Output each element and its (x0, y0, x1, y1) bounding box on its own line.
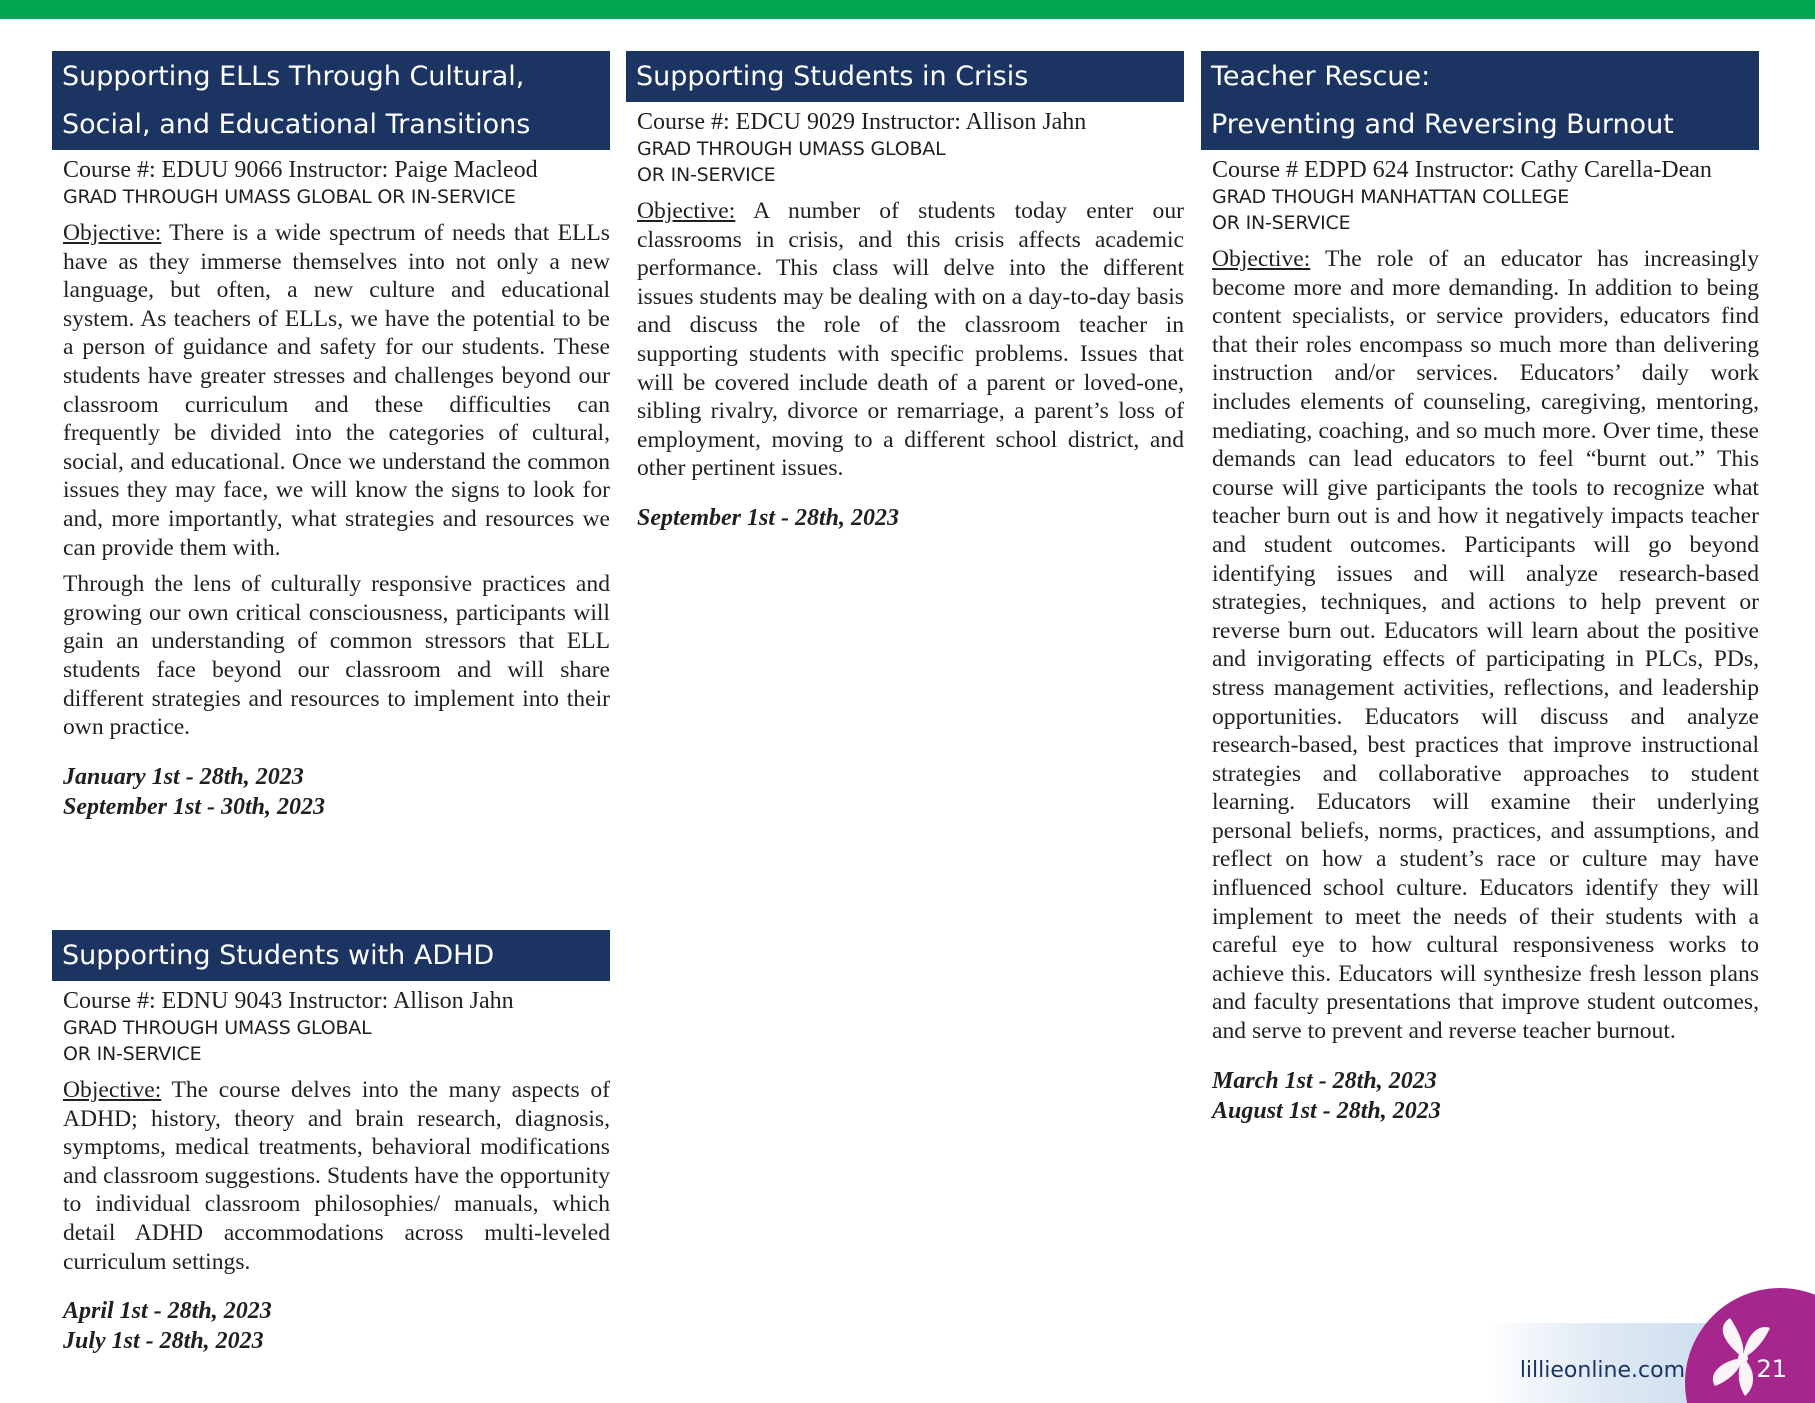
course-date: July 1st - 28th, 2023 (63, 1328, 264, 1355)
course-dates (52, 762, 610, 822)
credit-option: OR IN-SERVICE (63, 1043, 202, 1065)
course-number-instructor: Course #: EDNU 9043 Instructor: Allison Jahn (63, 988, 514, 1014)
course-burnout (1201, 51, 1759, 1126)
page-number: 21 (1756, 1355, 1787, 1383)
course-title (52, 930, 610, 981)
course-title-line: Teacher Rescue: (1211, 61, 1431, 92)
course-number-instructor: Course #: EDCU 9029 Instructor: Allison Jahn (637, 109, 1087, 135)
credit-option: GRAD THROUGH UMASS GLOBAL OR IN-SERVICE (63, 186, 516, 208)
credit-option: GRAD THROUGH UMASS GLOBAL (63, 1017, 372, 1039)
credit-option: GRAD THOUGH MANHATTAN COLLEGE (1212, 186, 1570, 208)
course-title (626, 51, 1184, 102)
objective-paragraph (1212, 245, 1759, 1046)
objective-label: Objective: (1212, 246, 1311, 272)
course-date: August 1st - 28th, 2023 (1212, 1097, 1441, 1124)
course-info (1201, 157, 1759, 236)
course-crisis (626, 51, 1184, 533)
objective-text: A number of students today enter our classrooms in crisis, and this crisis affects academic performance. This class will delve into the different issues students may be dealing with on a day-to-day basis and discuss the role of the classroom teacher in supporting students with specific problems. Issues that will be covered include death of a parent or loved-one, sibling rivalry, divorce or remarriage, a parent’s loss of employment, moving to a different school district, and other pertinent issues. (637, 198, 1184, 482)
course-info (626, 109, 1184, 188)
course-title (52, 51, 610, 150)
course-date: September 1st - 28th, 2023 (637, 504, 899, 531)
course-date: January 1st - 28th, 2023 (63, 763, 304, 790)
credit-option: OR IN-SERVICE (637, 164, 776, 186)
course-description (1201, 245, 1759, 1046)
objective-text: The course delves into the many aspects of ADHD; history, theory and brain research, diagnosis, symptoms, medical treatments, behavioral modifications and classroom suggestions. Students have the opportunity to individual classroom philosophies/ manuals, which detail ADHD accommodations across multi-leveled curriculum settings. (63, 1077, 610, 1275)
course-title (1201, 51, 1759, 150)
top-accent-bar (0, 0, 1815, 19)
course-adhd (52, 930, 610, 1356)
course-title-line: Social, and Educational Transitions (62, 109, 531, 140)
course-date: March 1st - 28th, 2023 (1212, 1067, 1437, 1094)
credit-option: OR IN-SERVICE (1212, 212, 1351, 234)
course-title-line: Supporting ELLs Through Cultural, (62, 61, 525, 92)
objective-paragraph (637, 197, 1184, 483)
page-footer (1485, 1323, 1815, 1403)
course-dates (52, 1296, 610, 1356)
objective-text: There is a wide spectrum of needs that ELLs have as they immerse themselves into not only a new language, but often, a new culture and educational system. As teachers of ELLs, we have the potential to be a person of guidance and safety for our students. These students have greater stresses and challenges beyond our classroom curriculum and these difficulties can frequently be divided into the categories of cultural, social, and educational. Once we understand the common issues they may face, we will know the signs to look for and, more importantly, what strategies and resources we can provide them with. (63, 220, 610, 561)
objective-text: The role of an educator has increasingly become more and more demanding. In addition to being content specialists, or service providers, educators find that their roles encompass so much more than delivering instruction and/or services. Educators’ daily work includes elements of counseling, caregiving, mentoring, mediating, coaching, and so much more. Over time, these demands can lead educators to feel “burnt out.” This course will give participants the tools to recognize what teacher burn out is and how it negatively impacts teacher and student outcomes. Participants will go beyond identifying issues and will analyze research-based strategies, techniques, and actions to help prevent or reverse burn out. Educators will learn about the positive and invigorating effects of participating in PLCs, PDs, stress management activities, reflections, and leadership opportunities. Educators will discuss and analyze research-based, best practices that improve instructional strategies and collaborative approaches to student learning. Educators will examine their underlying personal beliefs, norms, practices, and assumptions, and reflect on how a student’s race or culture may have influenced school culture. Educators identify they will implement to meet the needs of their students with a careful eye to how cultural responsiveness works to achieve this. Educators will synthesize fresh lesson plans and faculty presentations that improve student outcomes, and serve to prevent and reverse teacher burnout. (1212, 246, 1759, 1045)
course-date: April 1st - 28th, 2023 (63, 1298, 272, 1325)
objective-paragraph (63, 219, 610, 562)
course-ells (52, 51, 610, 822)
course-dates (1201, 1066, 1759, 1126)
course-info (52, 988, 610, 1067)
credit-option: GRAD THROUGH UMASS GLOBAL (637, 138, 946, 160)
course-title-line: Preventing and Reversing Burnout (1211, 109, 1674, 140)
objective-label: Objective: (63, 1077, 162, 1103)
objective-paragraph (63, 1076, 610, 1276)
course-number-instructor: Course #: EDUU 9066 Instructor: Paige Macleod (63, 157, 538, 183)
course-title-line: Supporting Students with ADHD (62, 940, 495, 971)
course-date: September 1st - 30th, 2023 (63, 793, 325, 820)
column-left (52, 51, 610, 832)
course-title-line: Supporting Students in Crisis (636, 61, 1029, 92)
column-right (1201, 51, 1759, 1136)
lily-flower-icon (1685, 1288, 1815, 1403)
objective-label: Objective: (63, 220, 162, 246)
objective-label: Objective: (637, 198, 736, 224)
column-middle (626, 51, 1184, 543)
description-paragraph: Through the lens of culturally responsive practices and growing our own critical consciousness, participants will gain an understanding of common stressors that ELL students face beyond our classroom and will share different strategies and resources to implement into their own practice. (63, 571, 610, 741)
course-dates (626, 503, 1184, 533)
course-description (52, 1076, 610, 1276)
course-description (626, 197, 1184, 483)
course-info (52, 157, 610, 210)
website-link[interactable]: lillieonline.com (1519, 1358, 1685, 1383)
course-description (52, 219, 610, 742)
course-number-instructor: Course # EDPD 624 Instructor: Cathy Carella-Dean (1212, 157, 1712, 183)
